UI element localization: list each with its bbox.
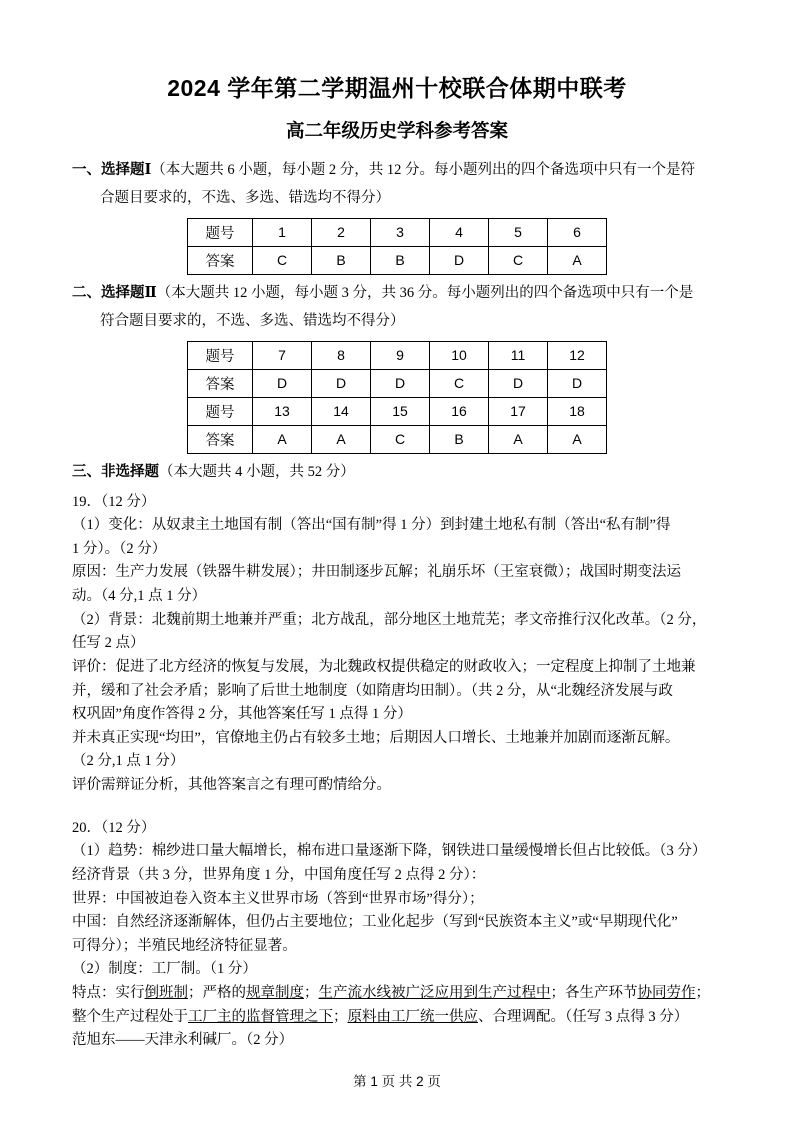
section-2-desc2: 符合题目要求的，不选、多选、错选均不得分） [100,312,405,329]
q20-text-4: ； [695,985,710,1002]
q20-feature-prefix: 特点：实行 [72,985,145,1002]
table1-row-label-answer: 答案 [188,246,253,274]
q19-line-12: 评价需辩证分析，其他答案言之有理可酌情给分。 [72,777,391,794]
table-row [188,246,607,274]
q19-line-4: 动。（4 分,1 点 1 分） [72,588,207,605]
q19-line-11: （2 分,1 点 1 分） [72,753,185,770]
table2-a-15: C [371,425,430,453]
table2-row-label-question-2: 题号 [188,397,253,425]
table2-a-8: D [312,369,371,397]
q19-line-9: 权巩固”角度作答得 2 分，其他答案任写 1 点得 1 分） [72,706,412,723]
section-3-heading [72,461,722,485]
q20-text-7: 、合理调配。（任写 3 点得 3 分） [478,1008,689,1025]
q20-feature-line-2 [72,1006,722,1030]
q20-text-3: ；各生产环节 [550,985,638,1002]
section-2-heading [72,282,722,306]
table2-q-11: 11 [489,341,548,369]
q20-text-5: 整个生产过程处于 [72,1008,188,1025]
table2-row-label-answer-2: 答案 [188,425,253,453]
table2-q-13: 13 [253,397,312,425]
page-footer: 第 1 页 共 2 页 [353,1074,441,1089]
section-3-label: 三、非选择题 [72,463,159,480]
table1-a-3: B [371,246,430,274]
table1-q-6: 6 [548,218,607,246]
table-row [188,218,607,246]
q20-last-line: 范旭东——天津永利碱厂。（2 分） [72,1032,294,1049]
table2-a-14: A [312,425,371,453]
table2-q-9: 9 [371,341,430,369]
section-3-desc: （本大题共 4 小题，共 52 分） [159,463,355,480]
table2-a-13: A [253,425,312,453]
q19-line-6: 任写 2 点） [72,635,145,652]
q20-text-1: ；严格的 [188,985,246,1002]
table2-a-7: D [253,369,312,397]
table2-q-17: 17 [489,397,548,425]
table2-q-7: 7 [253,341,312,369]
q20-underline-6: 原料由工厂统一供应 [347,1008,478,1025]
q20-underline-1: 倒班制 [144,985,188,1002]
table1-q-2: 2 [312,218,371,246]
table-row [188,425,607,453]
table2-q-12: 12 [548,341,607,369]
table2-q-16: 16 [430,397,489,425]
page-subtitle: 高二年级历史学科参考答案 [285,120,508,141]
q19-line-5: （2）背景：北魏前期土地兼并严重；北方战乱，部分地区土地荒芜；孝文帝推行汉化改革。（2 分， [72,611,707,628]
table-row [188,369,607,397]
table2-a-17: A [489,425,548,453]
q20-line-6: （2）制度：工厂制。（1 分） [72,961,257,978]
table2-a-10: C [430,369,489,397]
table2-q-14: 14 [312,397,371,425]
answer-table-2 [187,341,607,454]
q19-line-3: 原因：生产力发展（铁器牛耕发展）；井田制逐步瓦解；礼崩乐坏（王室衰微）；战国时期变法运 [72,564,681,581]
table2-a-9: D [371,369,430,397]
q20-line-2: 经济背景（共 3 分，世界角度 1 分，中国角度任写 2 点得 2 分）： [72,866,486,883]
table1-q-4: 4 [430,218,489,246]
q20-text-6: ； [333,1008,348,1025]
q20-line-5: 可得分）；半殖民地经济特征显著。 [72,937,297,954]
section-1-desc2: 合题目要求的，不选、多选、错选均不得分） [100,189,390,206]
table2-q-15: 15 [371,397,430,425]
table2-q-18: 18 [548,397,607,425]
table2-q-8: 8 [312,341,371,369]
q20-line-1: （1）趋势：棉纱进口量大幅增长，棉布进口量逐渐下降，钢铁进口量缓慢增长但占比较低。（3 分） [72,843,707,860]
spacer [72,798,722,811]
table2-row-label-question-1: 题号 [188,341,253,369]
q19-line-1: （1）变化：从奴隶主土地国有制（答出“国有制”得 1 分）到封建土地私有制（答出“私有制”得 [72,517,671,534]
table2-a-18: A [548,425,607,453]
table1-q-1: 1 [253,218,312,246]
table2-a-12: D [548,369,607,397]
table-row [188,341,607,369]
q20-underline-2: 规章制度 [246,985,304,1002]
section-1-heading [72,159,722,183]
page-title: 2024 学年第二学期温州十校联合体期中联考 [167,75,627,101]
q20-feature-line-1 [72,982,722,1006]
table1-row-label-question: 题号 [188,218,253,246]
q20-line-3: 世界：中国被迫卷入资本主义世界市场（答到“世界市场”得分）； [72,890,484,907]
section-2-desc2-line [72,310,722,334]
q19-line-8: 并，缓和了社会矛盾；影响了后世土地制度（如隋唐均田制）。（共 2 分，从“北魏经济发展与政 [72,682,673,699]
q20-underline-5: 工厂主的监督管理之下 [188,1008,333,1025]
table1-a-6: A [548,246,607,274]
table1-q-3: 3 [371,218,430,246]
q20-underline-4: 协同劳作 [637,985,696,1002]
q20-text-2: ； [304,985,319,1002]
table2-q-10: 10 [430,341,489,369]
answer-table-1 [187,218,607,275]
question-20-number: 20．（12 分） [72,819,156,836]
section-1-desc: （本大题共 6 小题，每小题 2 分，共 12 分。每小题列出的四个备选项中只有一个是符 [151,162,696,178]
table1-a-2: B [312,246,371,274]
table-row [188,397,607,425]
q19-line-2: 1 分）。（2 分） [72,540,167,557]
table1-a-4: D [430,246,489,274]
section-1-desc2-line [72,187,722,211]
question-19-number: 19．（12 分） [72,493,156,510]
q19-line-7: 评价：促进了北方经济的恢复与发展，为北魏政权提供稳定的财政收入；一定程度上抑制了土地兼 [72,658,696,675]
table2-a-11: D [489,369,548,397]
q20-underline-3: 生产流水线被广泛应用到生产过程中 [318,985,551,1002]
table1-q-5: 5 [489,218,548,246]
q19-line-10: 并未真正实现“均田”，官僚地主仍占有较多土地；后期因人口增长、土地兼并加剧而逐渐瓦解。 [72,729,680,746]
q20-line-4: 中国：自然经济逐渐解体，但仍占主要地位；工业化起步（写到“民族资本主义”或“早期现代化” [72,914,678,931]
table1-a-1: C [253,246,312,274]
section-2-label: 二、选择题Ⅱ [72,284,157,301]
section-2-desc: （本大题共 12 小题，每小题 3 分，共 36 分。每小题列出的四个备选项中只有一个是 [156,284,694,301]
table2-row-label-answer-1: 答案 [188,369,253,397]
table2-a-16: B [430,425,489,453]
table1-a-5: C [489,246,548,274]
section-1-label: 一、选择题Ⅰ [72,162,152,178]
